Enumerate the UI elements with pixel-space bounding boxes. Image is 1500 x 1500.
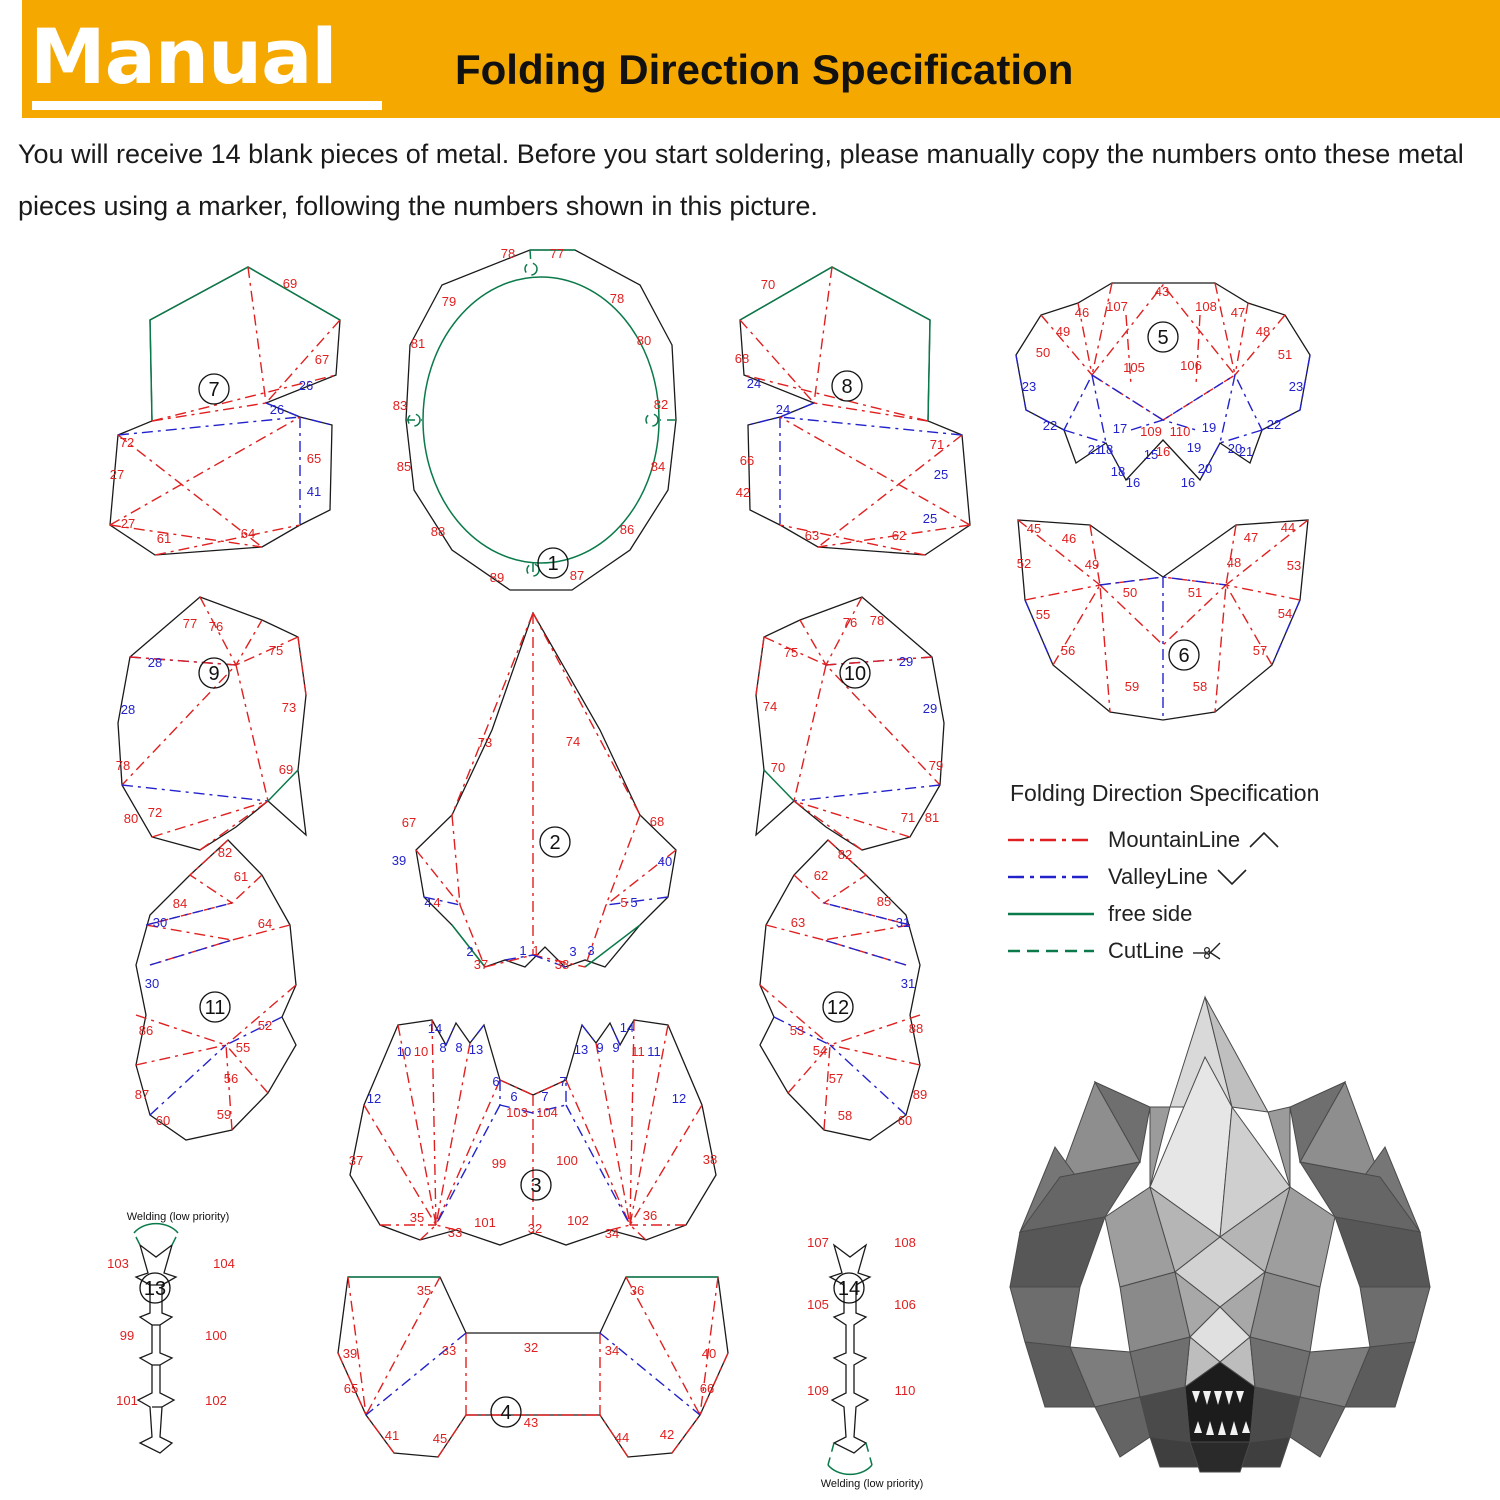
- piece-id-2: 2: [549, 832, 561, 854]
- fold-number-piece9-80: 80: [123, 811, 139, 826]
- fold-number-piece5-23: 23: [1021, 379, 1037, 394]
- fold-number-piece11-86: 86: [138, 1023, 154, 1038]
- fold-number-piece5-19: 19: [1186, 440, 1202, 455]
- fold-number-piece4-33: 33: [441, 1343, 457, 1358]
- fold-number-piece8-24: 24: [775, 402, 791, 417]
- fold-number-piece10-79: 79: [928, 758, 944, 773]
- fold-number-piece1-86: 86: [619, 522, 635, 537]
- fold-number-piece5-43: 43: [1154, 284, 1170, 299]
- fold-number-piece12-88: 88: [908, 1021, 924, 1036]
- fold-number-piece7-65: 65: [306, 451, 322, 466]
- legend-item-mountain: [1008, 821, 1408, 858]
- fold-number-piece1-84: 84: [650, 459, 666, 474]
- fold-number-piece7-64: 64: [240, 526, 256, 541]
- fold-number-piece6-44: 44: [1280, 520, 1296, 535]
- mountain-fold-icon: [1248, 830, 1280, 850]
- fold-number-piece3-33: 33: [447, 1225, 463, 1240]
- fold-number-piece12-31: 31: [895, 915, 911, 930]
- piece-7: [110, 267, 340, 555]
- fold-number-piece1-80: 80: [636, 333, 652, 348]
- fold-number-piece6-58: 58: [1192, 679, 1208, 694]
- fold-number-piece1-78: 78: [609, 291, 625, 306]
- fold-number-piece11-30: 30: [144, 976, 160, 991]
- fold-number-piece3-12: 12: [671, 1091, 687, 1106]
- fold-number-piece4-34: 34: [604, 1343, 620, 1358]
- fold-number-piece1-85: 85: [396, 459, 412, 474]
- fold-number-piece5-50: 50: [1035, 345, 1051, 360]
- fold-number-piece5-106: 106: [1180, 358, 1202, 373]
- fold-number-piece9-76: 76: [208, 619, 224, 634]
- fold-number-piece5-15: 15: [1143, 447, 1159, 462]
- fold-number-piece14-106: 106: [894, 1297, 916, 1312]
- fold-number-piece4-65: 65: [343, 1381, 359, 1396]
- manual-badge: Manual: [30, 12, 337, 101]
- piece-id-13: 13: [143, 1278, 167, 1300]
- fold-number-piece5-49: 49: [1055, 324, 1071, 339]
- fold-number-piece3-8: 8: [439, 1040, 447, 1055]
- fold-number-piece3-38: 38: [702, 1152, 718, 1167]
- fold-number-piece1-82: 82: [653, 397, 669, 412]
- fold-number-piece3-10: 10: [396, 1044, 412, 1059]
- page-header: [0, 0, 1500, 118]
- fold-number-piece5-17: 17: [1112, 421, 1128, 436]
- fold-number-piece13-103: 103: [107, 1256, 129, 1271]
- welding-note-14: Welding (low priority): [820, 1478, 924, 1490]
- fold-number-piece8-66: 66: [739, 453, 755, 468]
- fold-number-piece3-11: 11: [647, 1044, 661, 1059]
- welding-note-13: Welding (low priority): [126, 1211, 230, 1223]
- fold-number-piece5-108: 108: [1195, 299, 1217, 314]
- fold-number-piece13-99: 99: [119, 1328, 135, 1343]
- fold-number-piece5-19: 19: [1201, 420, 1217, 435]
- fold-number-piece8-42: 42: [735, 485, 751, 500]
- fold-number-piece8-71: 71: [929, 437, 945, 452]
- piece-id-5: 5: [1157, 327, 1169, 349]
- legend-label-cut-line: CutLine: [1108, 937, 1184, 963]
- fold-number-piece5-110: 110: [1169, 424, 1191, 439]
- fold-number-piece3-6: 6: [492, 1074, 500, 1089]
- fold-number-piece3-12: 12: [366, 1091, 382, 1106]
- fold-number-piece2-5: 5: [620, 895, 628, 910]
- fold-number-piece12-85: 85: [876, 894, 892, 909]
- fold-number-piece3-32: 32: [527, 1221, 543, 1236]
- fold-number-piece2-38: 38: [554, 957, 570, 972]
- fold-number-piece6-45: 45: [1026, 521, 1042, 536]
- fold-number-piece2-37: 37: [473, 957, 489, 972]
- mountain-line-sample: [1008, 834, 1094, 846]
- fold-number-piece6-47: 47: [1243, 530, 1259, 545]
- piece-11: [136, 840, 296, 1140]
- fold-number-piece9-77: 77: [182, 616, 198, 631]
- fold-number-piece6-55: 55: [1035, 607, 1051, 622]
- fold-number-piece9-72: 72: [147, 805, 163, 820]
- fold-number-piece11-30: 30: [152, 915, 168, 930]
- fold-number-piece5-22: 22: [1266, 417, 1282, 432]
- fold-number-piece11-87: 87: [134, 1087, 150, 1102]
- fold-number-piece5-16: 16: [1155, 444, 1171, 459]
- fold-number-piece11-52: 52: [257, 1018, 273, 1033]
- fold-number-piece14-107: 107: [807, 1235, 829, 1250]
- fold-number-piece6-52: 52: [1016, 556, 1032, 571]
- fold-number-piece6-48: 48: [1226, 555, 1242, 570]
- fold-number-piece6-50: 50: [1122, 585, 1138, 600]
- manual-underline: [32, 101, 382, 110]
- valley-fold-icon: [1216, 867, 1248, 887]
- fold-number-piece3-14: 14: [619, 1020, 635, 1035]
- fold-number-piece13-100: 100: [205, 1328, 227, 1343]
- fold-number-piece13-101: 101: [116, 1393, 138, 1408]
- fold-number-piece11-84: 84: [172, 896, 188, 911]
- piece-id-9: 9: [208, 663, 220, 685]
- valley-line-sample: [1008, 871, 1094, 883]
- fold-number-piece5-18: 18: [1098, 442, 1114, 457]
- fold-number-piece3-9: 9: [612, 1040, 620, 1055]
- fold-number-piece4-44: 44: [614, 1430, 630, 1445]
- fold-number-piece2-74: 74: [565, 734, 581, 749]
- fold-number-piece12-63: 63: [790, 915, 806, 930]
- fold-number-piece2-39: 39: [391, 853, 407, 868]
- piece-id-12: 12: [826, 997, 850, 1019]
- fold-number-piece8-62: 62: [891, 528, 907, 543]
- fold-number-piece9-28: 28: [147, 655, 163, 670]
- piece-id-10: 10: [843, 663, 867, 685]
- fold-number-piece9-78: 78: [115, 758, 131, 773]
- template-sheet: [0, 225, 1500, 1500]
- fold-number-piece3-36: 36: [642, 1208, 658, 1223]
- fold-number-piece10-29: 29: [898, 654, 914, 669]
- fold-number-piece5-105: 105: [1123, 360, 1145, 375]
- fold-number-piece8-70: 70: [760, 277, 776, 292]
- fold-number-piece4-43: 43: [523, 1415, 539, 1430]
- fold-number-piece11-61: 61: [233, 869, 249, 884]
- fold-number-piece3-100: 100: [556, 1153, 578, 1168]
- fold-number-piece1-78: 78: [500, 246, 516, 261]
- fold-number-piece2-3: 3: [587, 943, 595, 958]
- fold-number-piece5-16: 16: [1180, 475, 1196, 490]
- fold-number-piece14-108: 108: [894, 1235, 916, 1250]
- fold-number-piece9-75: 75: [268, 643, 284, 658]
- fold-number-piece5-48: 48: [1255, 324, 1271, 339]
- fold-number-piece4-40: 40: [701, 1346, 717, 1361]
- fold-number-piece12-58: 58: [837, 1108, 853, 1123]
- fold-number-piece4-35: 35: [416, 1283, 432, 1298]
- fold-number-piece6-53: 53: [1286, 558, 1302, 573]
- fold-number-piece2-73: 73: [477, 735, 493, 750]
- fold-number-piece2-1: 1: [519, 943, 527, 958]
- fold-number-piece7-26: 26: [269, 402, 285, 417]
- fold-number-piece3-6: 6: [510, 1089, 518, 1104]
- fold-number-piece2-40: 40: [657, 854, 673, 869]
- fold-number-piece4-32: 32: [523, 1340, 539, 1355]
- fold-number-piece8-25: 25: [933, 467, 949, 482]
- fold-number-piece3-14: 14: [427, 1021, 443, 1036]
- fold-number-piece1-87: 87: [569, 568, 585, 583]
- legend-label-free-side: free side: [1108, 900, 1193, 926]
- legend-label-mountain: MountainLine: [1108, 826, 1241, 852]
- legend-title: Folding Direction Specification: [1010, 780, 1320, 806]
- fold-number-piece2-67: 67: [401, 815, 417, 830]
- fold-number-piece12-60: 60: [897, 1113, 913, 1128]
- fold-number-piece12-53: 53: [789, 1023, 805, 1038]
- legend: [1008, 780, 1408, 980]
- fold-number-piece12-54: 54: [812, 1043, 828, 1058]
- piece-id-4: 4: [500, 1402, 512, 1424]
- fold-number-piece10-70: 70: [770, 760, 786, 775]
- legend-item-valley: [1008, 858, 1408, 895]
- fold-number-piece6-54: 54: [1277, 606, 1293, 621]
- fold-number-piece1-77: 77: [549, 246, 565, 261]
- fold-number-piece7-67: 67: [314, 352, 330, 367]
- fold-number-piece14-105: 105: [807, 1297, 829, 1312]
- free-side-line-sample: [1008, 908, 1094, 920]
- piece-14: [821, 1245, 924, 1490]
- fold-number-piece7-61: 61: [156, 531, 172, 546]
- fold-number-piece3-102: 102: [567, 1213, 589, 1228]
- fold-number-piece8-68: 68: [734, 351, 750, 366]
- fold-number-piece4-39: 39: [342, 1346, 358, 1361]
- fold-number-piece7-41: 41: [306, 484, 322, 499]
- fold-number-piece10-74: 74: [762, 699, 778, 714]
- scissors-icon: [1192, 941, 1226, 961]
- piece-id-3: 3: [530, 1175, 542, 1197]
- fold-number-piece8-24: 24: [746, 376, 762, 391]
- fold-number-piece3-99: 99: [491, 1156, 507, 1171]
- fold-number-piece5-20: 20: [1227, 441, 1243, 456]
- fold-number-piece4-42: 42: [659, 1427, 675, 1442]
- piece-9: [115, 597, 306, 850]
- fold-number-piece5-107: 107: [1106, 299, 1128, 314]
- fold-number-piece6-51: 51: [1187, 585, 1203, 600]
- fold-number-piece13-104: 104: [213, 1256, 235, 1271]
- fold-number-piece4-66: 66: [699, 1381, 715, 1396]
- fold-number-piece13-102: 102: [205, 1393, 227, 1408]
- fold-number-piece2-5: 5: [630, 895, 638, 910]
- fold-number-piece5-22: 22: [1042, 418, 1058, 433]
- fold-number-piece11-59: 59: [216, 1107, 232, 1122]
- fold-number-piece1-81: 81: [410, 336, 426, 351]
- fold-number-piece8-25: 25: [922, 511, 938, 526]
- fold-number-piece4-41: 41: [384, 1428, 400, 1443]
- fold-number-piece3-10: 10: [413, 1044, 429, 1059]
- fold-number-piece7-69: 69: [282, 276, 298, 291]
- fold-number-piece3-7: 7: [559, 1074, 567, 1089]
- fold-number-piece9-28: 28: [120, 702, 136, 717]
- legend-item-free-side: [1008, 895, 1408, 932]
- fold-number-piece5-51: 51: [1277, 347, 1293, 362]
- fold-number-piece1-88: 88: [430, 524, 446, 539]
- fold-number-piece3-13: 13: [468, 1042, 484, 1057]
- fold-number-piece2-2: 2: [466, 944, 474, 959]
- cut-line-sample: [1008, 945, 1094, 957]
- fold-number-piece5-21: 21: [1238, 444, 1254, 459]
- fold-number-piece3-103: 103: [506, 1105, 528, 1120]
- fold-number-piece2-1: 1: [532, 943, 540, 958]
- fold-number-piece3-101: 101: [474, 1215, 496, 1230]
- fold-number-piece6-59: 59: [1124, 679, 1140, 694]
- fold-number-piece7-27: 27: [109, 467, 125, 482]
- fold-number-piece5-16: 16: [1125, 475, 1141, 490]
- fold-number-piece1-79: 79: [441, 294, 457, 309]
- piece-id-1: 1: [547, 553, 559, 575]
- fold-number-piece2-3: 3: [569, 944, 577, 959]
- fold-number-piece9-69: 69: [278, 762, 294, 777]
- fold-number-piece3-35: 35: [409, 1210, 425, 1225]
- fold-number-piece3-11: 11: [631, 1044, 645, 1059]
- fold-number-piece11-55: 55: [235, 1040, 251, 1055]
- fold-number-piece7-27: 27: [120, 516, 136, 531]
- piece-id-6: 6: [1178, 645, 1190, 667]
- page-title: Folding Direction Specification: [455, 46, 1074, 93]
- fold-number-piece3-8: 8: [455, 1040, 463, 1055]
- fold-number-piece7-26: 26: [298, 378, 314, 393]
- fold-number-piece11-56: 56: [223, 1071, 239, 1086]
- fold-number-piece3-9: 9: [596, 1040, 604, 1055]
- fold-number-piece14-109: 109: [807, 1383, 829, 1398]
- piece-id-11: 11: [204, 997, 226, 1019]
- piece-6: [1018, 520, 1308, 720]
- fold-number-piece7-72: 72: [119, 435, 135, 450]
- fold-number-piece6-57: 57: [1252, 643, 1268, 658]
- fold-number-piece10-81: 81: [924, 810, 940, 825]
- fold-number-piece3-34: 34: [604, 1226, 620, 1241]
- fold-number-piece10-76: 76: [842, 615, 858, 630]
- fold-number-piece6-49: 49: [1084, 557, 1100, 572]
- fold-number-piece2-68: 68: [649, 814, 665, 829]
- fold-number-piece5-47: 47: [1230, 305, 1246, 320]
- fold-number-piece3-13: 13: [573, 1042, 589, 1057]
- fold-number-piece11-60: 60: [155, 1113, 171, 1128]
- legend-item-cut-line: [1008, 932, 1408, 969]
- fold-number-piece1-83: 83: [392, 398, 408, 413]
- intro-text: You will receive 14 blank pieces of metal. Before you start soldering, please manually copy the numbers onto these metal pieces using a marker, following the numbers shown in this picture.: [18, 139, 1464, 221]
- fold-number-piece5-20: 20: [1197, 461, 1213, 476]
- fold-number-piece5-18: 18: [1110, 464, 1126, 479]
- piece-id-7: 7: [208, 379, 220, 401]
- fold-number-piece1-89: 89: [489, 570, 505, 585]
- fold-number-piece3-37: 37: [348, 1153, 364, 1168]
- legend-label-valley: ValleyLine: [1108, 863, 1208, 889]
- fold-number-piece12-89: 89: [912, 1087, 928, 1102]
- header-left-strip: [0, 0, 22, 118]
- fold-number-piece11-82: 82: [217, 845, 233, 860]
- piece-id-8: 8: [841, 376, 853, 398]
- fold-number-piece10-29: 29: [922, 701, 938, 716]
- fold-number-piece11-64: 64: [257, 916, 273, 931]
- fold-number-piece5-21: 21: [1087, 442, 1103, 457]
- piece-10: [756, 597, 944, 850]
- fold-number-piece2-4: 4: [424, 895, 432, 910]
- fold-number-piece2-4: 4: [433, 895, 441, 910]
- fold-number-piece12-62: 62: [813, 868, 829, 883]
- fold-number-piece5-23: 23: [1288, 379, 1304, 394]
- fold-number-piece5-109: 109: [1140, 424, 1162, 439]
- fold-number-piece10-75: 75: [783, 645, 799, 660]
- fold-number-piece12-57: 57: [828, 1071, 844, 1086]
- fold-number-piece12-82: 82: [837, 847, 853, 862]
- fold-number-piece6-56: 56: [1060, 643, 1076, 658]
- piece-2: [416, 613, 676, 967]
- fold-number-piece10-78: 78: [869, 613, 885, 628]
- fold-number-piece14-110: 110: [894, 1383, 916, 1398]
- fold-number-piece3-7: 7: [541, 1089, 549, 1104]
- fold-number-piece5-46: 46: [1074, 305, 1090, 320]
- fold-number-piece8-63: 63: [804, 528, 820, 543]
- piece-id-14: 14: [837, 1278, 861, 1300]
- assembled-model-photo: [1000, 987, 1440, 1487]
- piece-12: [760, 840, 920, 1140]
- fold-number-piece6-46: 46: [1061, 531, 1077, 546]
- fold-number-piece12-31: 31: [900, 976, 916, 991]
- fold-number-piece9-73: 73: [281, 700, 297, 715]
- fold-number-piece3-104: 104: [536, 1105, 558, 1120]
- fold-number-piece4-45: 45: [432, 1431, 448, 1446]
- fold-number-piece4-36: 36: [629, 1283, 645, 1298]
- fold-number-piece10-71: 71: [900, 810, 916, 825]
